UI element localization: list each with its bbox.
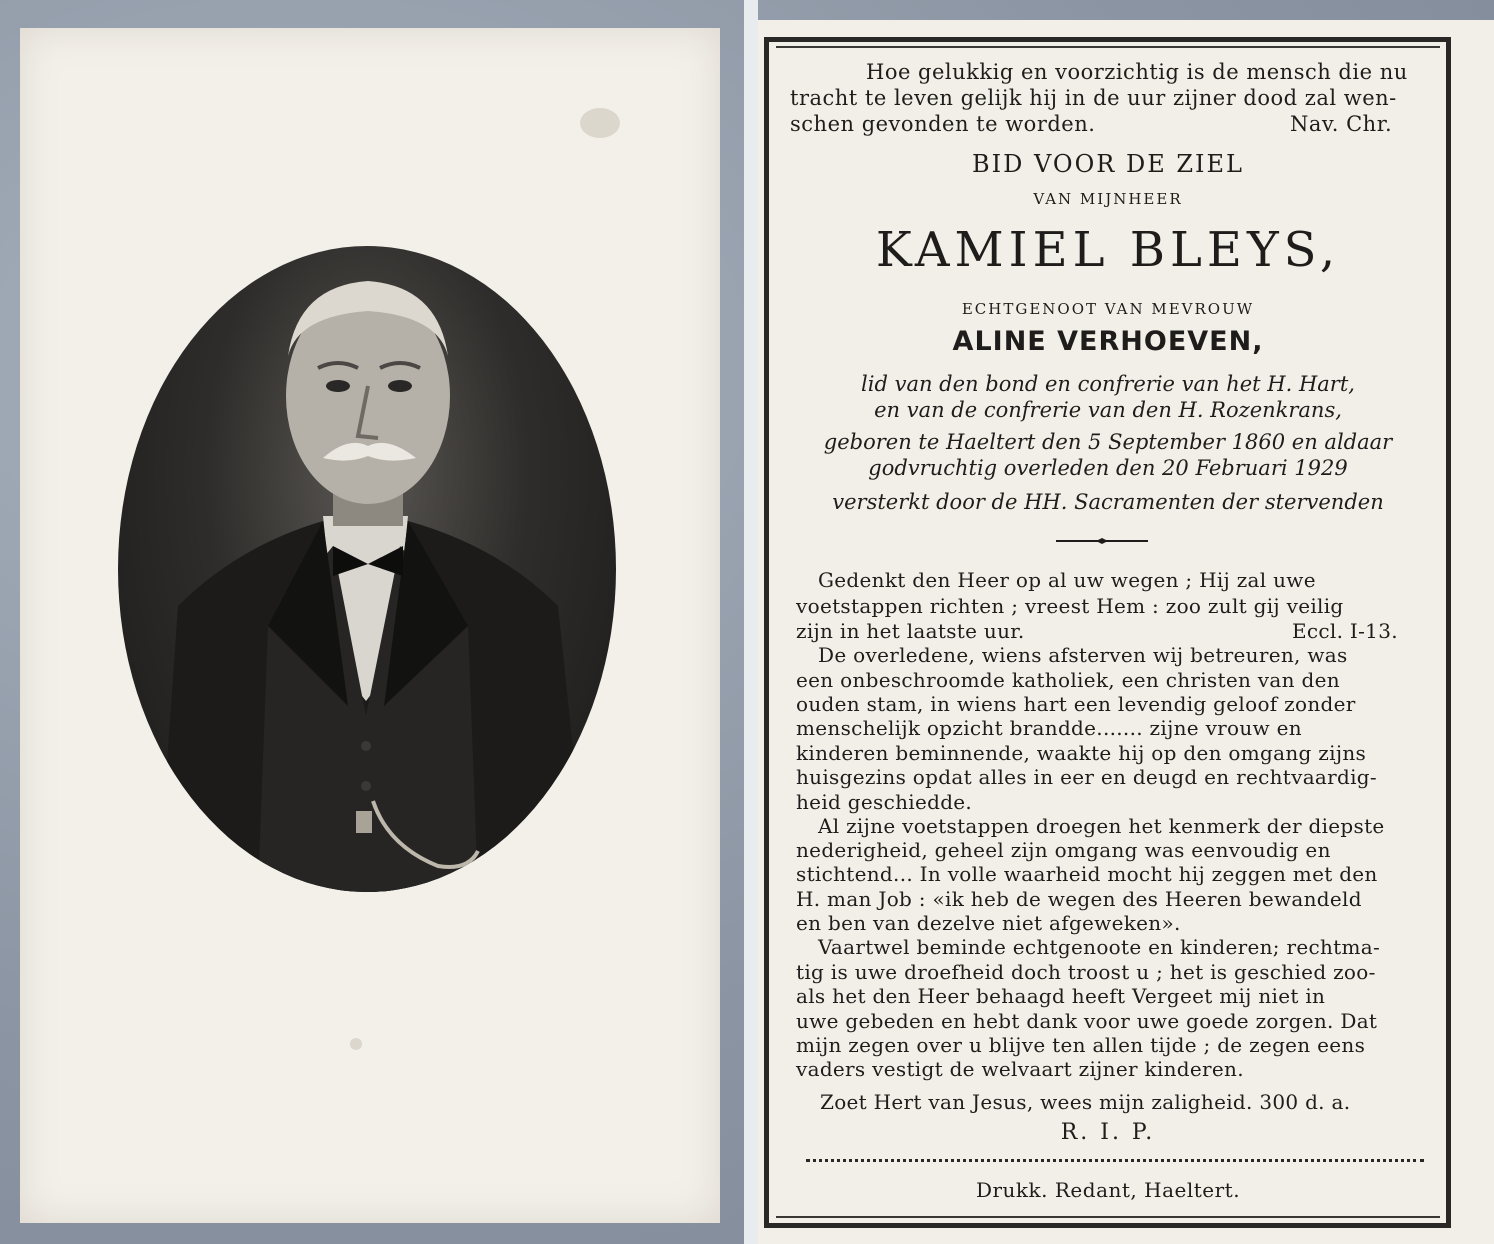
frame-inner-rule-top <box>776 46 1440 48</box>
paper-stain <box>350 1038 362 1050</box>
prayer-heading: BID VOOR DE ZIEL <box>972 150 1244 178</box>
body-line: mijn zegen over u blijve ten allen tijde ; de zegen eens <box>796 1033 1366 1057</box>
body-line: zijn in het laatste uur. <box>796 619 1025 643</box>
rip: R. I. P. <box>1060 1120 1156 1145</box>
body-line: Al zijne voetstappen droegen het kenmerk der diepste <box>818 814 1385 838</box>
body-line: huisgezins opdat alles in eer en deugd en rechtvaardig- <box>796 765 1377 789</box>
body-line: tig is uwe droefheid doch troost u ; het is geschied zoo- <box>796 960 1376 984</box>
body-line: stichtend... In volle waarheid mocht hij zeggen met den <box>796 862 1378 886</box>
quote-line-3: schen gevonden te worden. <box>790 112 1096 136</box>
frame-border-top <box>768 37 1450 42</box>
body-line: kinderen beminnende, waakte hij op den omgang zijns <box>796 741 1367 765</box>
body-line: ouden stam, in wiens hart een levendig geloof zonder <box>796 692 1356 716</box>
prayer-indulgence: Zoet Hert van Jesus, wees mijn zaligheid. 300 d. a. <box>820 1090 1351 1114</box>
spouse-name: ALINE VERHOEVEN, <box>952 326 1264 357</box>
detail-line-5: versterkt door de HH. Sacramenten der stervenden <box>832 490 1384 514</box>
van-mijnheer: VAN MIJNHEER <box>1033 190 1183 208</box>
body-line: en ben van dezelve niet afgeweken». <box>796 911 1181 935</box>
body-line: heid geschiedde. <box>796 790 973 814</box>
body-line: als het den Heer behaagd heeft Vergeet mij niet in <box>796 984 1326 1008</box>
detail-line-3: geboren te Haeltert den 5 September 1860 en aldaar <box>823 430 1393 454</box>
portrait-card <box>20 28 720 1223</box>
portrait-figure <box>118 246 616 892</box>
frame-border-bottom <box>768 1223 1450 1228</box>
dotted-rule <box>806 1159 1424 1162</box>
body-line: Gedenkt den Heer op al uw wegen ; Hij zal uwe <box>818 568 1316 592</box>
frame-border-right <box>1446 37 1451 1228</box>
body-line: De overledene, wiens afsterven wij betreuren, was <box>818 643 1348 667</box>
detail-line-2: en van de confrerie van den H. Rozenkrans, <box>874 398 1342 422</box>
frame-inner-rule-bottom <box>776 1216 1440 1218</box>
body-line: H. man Job : «ik heb de wegen des Heeren bewandeld <box>796 887 1362 911</box>
body-line: een onbeschroomde katholiek, een christen van den <box>796 668 1340 692</box>
portrait-photo <box>118 246 616 892</box>
printer-credit: Drukk. Redant, Haeltert. <box>975 1178 1241 1202</box>
scripture-reference: Eccl. I-13. <box>1292 619 1398 643</box>
card-divider <box>744 0 758 1244</box>
quote-line-2: tracht te leven gelijk hij in de uur zijner dood zal wen- <box>790 86 1397 110</box>
frame-border-left <box>764 37 769 1228</box>
detail-line-4: godvruchtig overleden den 20 Februari 1929 <box>868 456 1348 480</box>
deceased-name: KAMIEL BLEYS, <box>875 222 1341 278</box>
quote-source: Nav. Chr. <box>1290 112 1393 136</box>
detail-line-1: lid van den bond en confrerie van het H. Hart, <box>861 372 1355 396</box>
body-line: voetstappen richten ; vreest Hem : zoo zult gij veilig <box>796 594 1344 618</box>
body-line: uwe gebeden en hebt dank voor uwe goede zorgen. Dat <box>796 1009 1378 1033</box>
quote-line-1: Hoe gelukkig en voorzichtig is de mensch die nu <box>866 60 1408 84</box>
body-line: Vaartwel beminde echtgenoote en kinderen; rechtma- <box>818 935 1381 959</box>
spouse-label: ECHTGENOOT VAN MEVROUW <box>961 300 1255 318</box>
body-line: menschelijk opzicht brandde....... zijne vrouw en <box>796 716 1302 740</box>
body-line: nederigheid, geheel zijn omgang was eenvoudig en <box>796 838 1331 862</box>
ornament-divider <box>1056 538 1148 544</box>
body-line: vaders vestigt de welvaart zijner kinderen. <box>796 1057 1244 1081</box>
paper-stain <box>580 108 620 138</box>
